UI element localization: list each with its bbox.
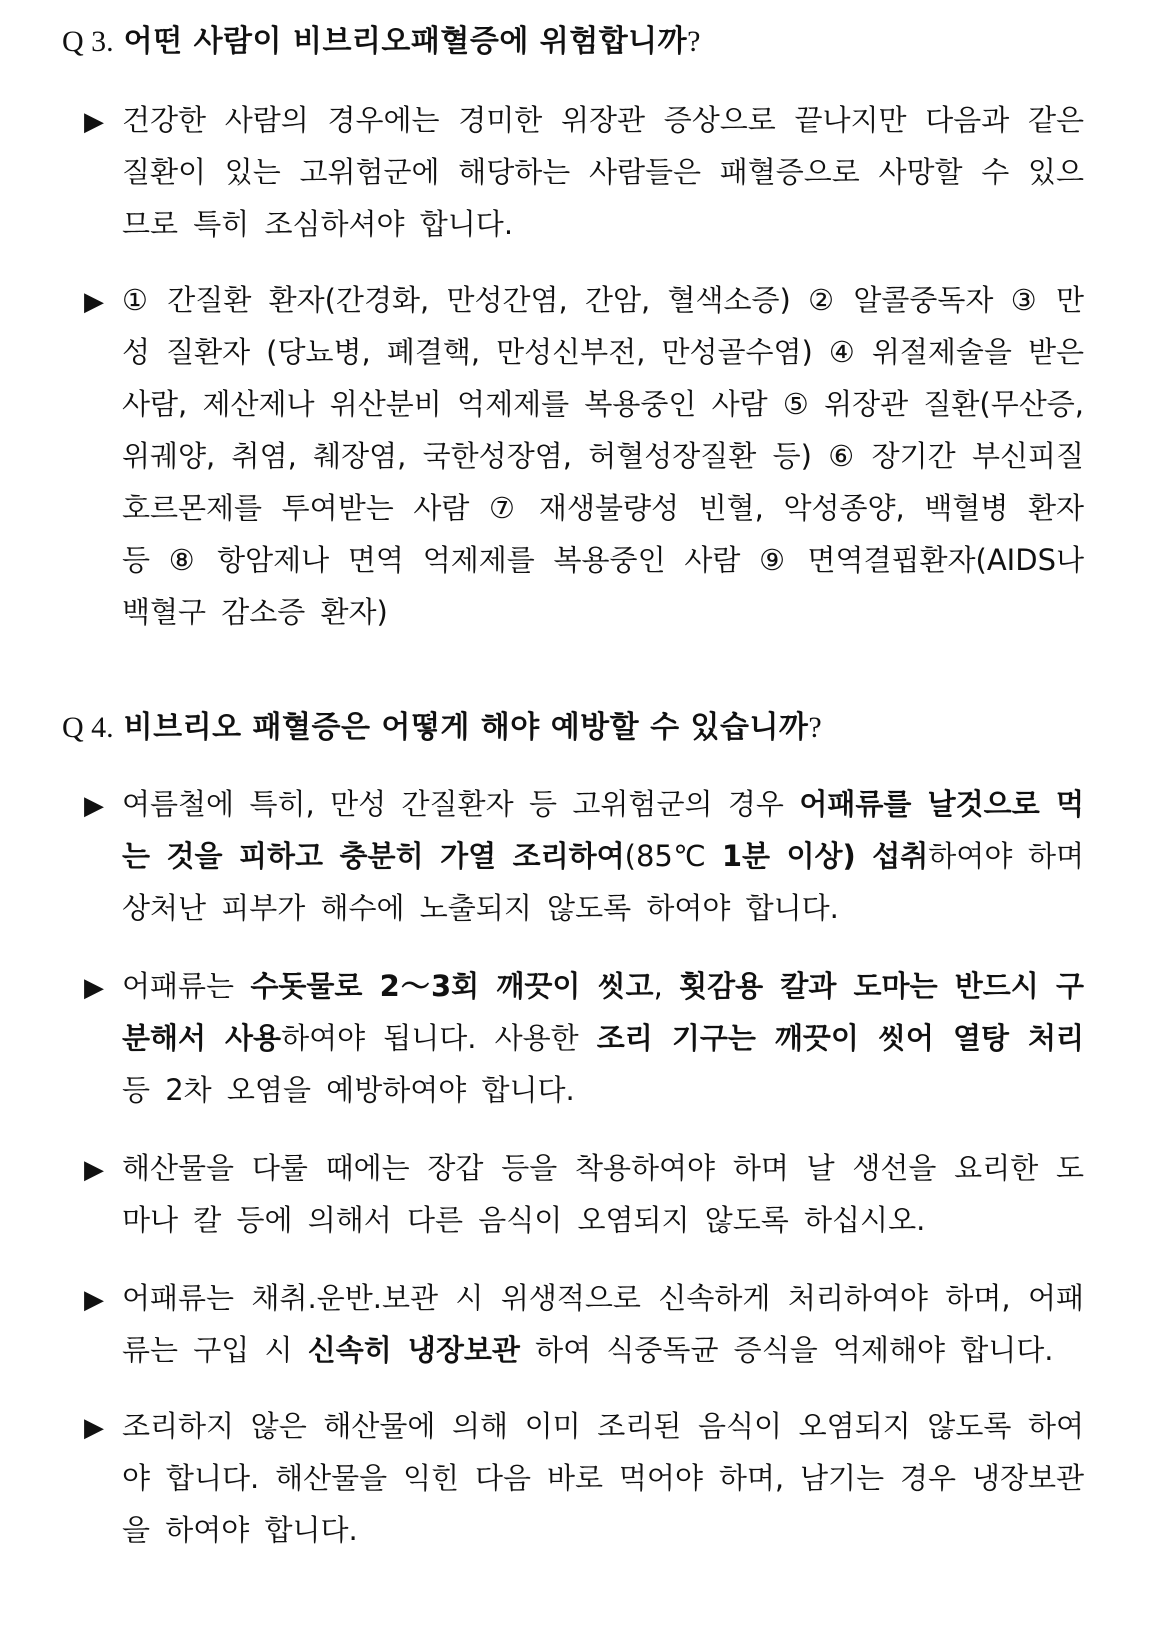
q3-item-2-text <box>122 274 1084 638</box>
q4-number: Q 4. <box>62 711 114 744</box>
text-segment: 해산물을 다룰 때에는 장갑 등을 착용하여야 하며 날 생선을 요리한 도마나 칼 등에 의해서 다른 음식이 오염되지 않도록 하십시오. <box>122 1151 1084 1237</box>
text-segment: (85℃ <box>624 839 722 873</box>
text-segment: , <box>653 969 680 1003</box>
q4-item-1-text <box>122 778 1084 934</box>
q4-heading <box>62 708 822 748</box>
bold-text-segment: 조리 기구는 깨끗이 씻어 열탕 처리 <box>596 1021 1084 1055</box>
bold-text-segment: 횟감용 칼과 도마는 반드시 구분해서 사용 <box>122 969 1084 1055</box>
q4-item-3-text <box>122 1142 1084 1246</box>
q4-item-2-text <box>122 960 1084 1116</box>
text-segment: 하여야 하며 상처난 피부가 해수에 노출되지 않도록 하여야 합니다. <box>122 839 1084 925</box>
bullet-icon: ▶ <box>84 1413 104 1443</box>
bold-text-segment: 어패류를 날것으로 먹는 것을 피하고 충분히 가열 조리하여 <box>122 787 1084 873</box>
q3-item-1-text <box>122 94 1084 250</box>
bold-text-segment: 수돗물로 2～3회 깨끗이 씻고 <box>250 969 654 1003</box>
q3-number: Q 3. <box>62 25 114 58</box>
q3-heading <box>62 22 700 62</box>
text-segment: 어패류는 채취.운반.보관 시 위생적으로 신속하게 처리하여야 하며, 어패류는 구입 시 <box>122 1281 1084 1367</box>
text-segment: 등 2차 오염을 예방하여야 합니다. <box>122 1073 575 1107</box>
q4-title: 비브리오 패혈증은 어떻게 해야 예방할 수 있습니까 <box>123 710 809 745</box>
text-segment: 하여 식중독균 증식을 억제해야 합니다. <box>519 1333 1054 1367</box>
text-segment: 어패류는 <box>122 969 251 1003</box>
bullet-icon: ▶ <box>84 287 104 317</box>
bold-text-segment: 신속히 냉장보관 <box>307 1333 520 1367</box>
q4-item-5-text <box>122 1400 1084 1556</box>
text-segment: 여름철에 특히, 만성 간질환자 등 고위험군의 경우 <box>122 787 800 821</box>
bold-text-segment: 1분 이상) 섭취 <box>721 839 929 873</box>
q3-title: 어떤 사람이 비브리오패혈증에 위험합니까 <box>123 24 688 59</box>
q4-question-mark: ? <box>808 711 822 744</box>
bullet-icon: ▶ <box>84 107 104 137</box>
bullet-icon: ▶ <box>84 973 104 1003</box>
q4-item-4-text <box>122 1272 1084 1376</box>
text-segment: 건강한 사람의 경우에는 경미한 위장관 증상으로 끝나지만 다음과 같은 질환이 있는 고위험군에 해당하는 사람들은 패혈증으로 사망할 수 있으므로 특히 조심하셔야 합니다. <box>122 103 1084 241</box>
bullet-icon: ▶ <box>84 1155 104 1185</box>
text-segment: ① 간질환 환자(간경화, 만성간염, 간암, 혈색소증) ② 알콜중독자 ③ 만성 질환자 (당뇨병, 폐결핵, 만성신부전, 만성골수염) ④ 위절제술을 받은 사람, 제산제나 위산분비 억제제를 복용중인 사람 ⑤ 위장관 질환(무산증, 위궤양, 취염, 췌장염, 국한성장염, 허혈성장질환 등) ⑥ 장기간 부신피질호르몬제를 투여받는 사람 ⑦ 재생불량성 빈혈, 악성종양, 백혈병 환자 등 ⑧ 항암제나 면역 억제제를 복용중인 사람 ⑨ 면역결핍환자(AIDS나 백혈구 감소증 환자) <box>122 283 1084 629</box>
text-segment: 하여야 됩니다. 사용한 <box>281 1021 597 1055</box>
bullet-icon: ▶ <box>84 1285 104 1315</box>
text-segment: 조리하지 않은 해산물에 의해 이미 조리된 음식이 오염되지 않도록 하여야 합니다. 해산물을 익힌 다음 바로 먹어야 하며, 남기는 경우 냉장보관을 하여야 합니다. <box>122 1409 1084 1547</box>
bullet-icon: ▶ <box>84 791 104 821</box>
q3-question-mark: ? <box>687 25 701 58</box>
